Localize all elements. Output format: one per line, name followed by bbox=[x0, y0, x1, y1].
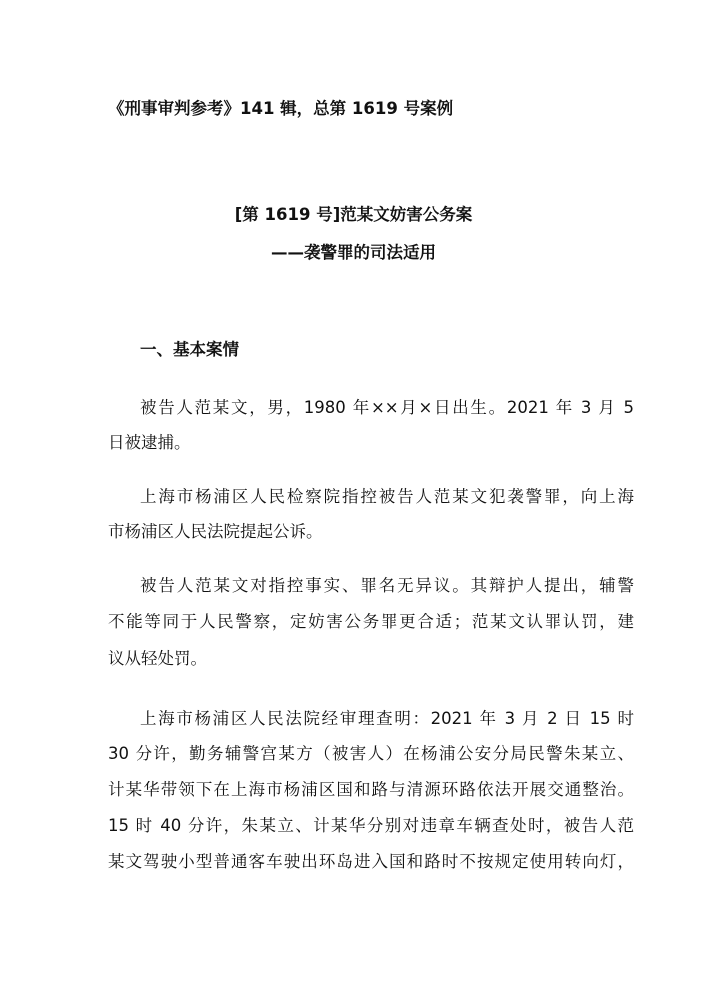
paragraph-line: 某文驾驶小型普通客车驶出环岛进入国和路时不按规定使用转向灯， bbox=[108, 852, 634, 871]
paragraph-line: 上海市杨浦区人民检察院指控被告人范某文犯袭警罪，向上海 bbox=[140, 487, 634, 506]
paragraph-line: 计某华带领下在上海市杨浦区国和路与清源环路依法开展交通整治。 bbox=[108, 780, 634, 799]
paragraph-line: 议从轻处罚。 bbox=[108, 649, 207, 668]
case-subtitle: ——袭警罪的司法适用 bbox=[271, 243, 436, 262]
paragraph-line: 被告人范某文对指控事实、罪名无异议。其辩护人提出，辅警 bbox=[140, 576, 634, 595]
paragraph-line: 被告人范某文，男，1980 年××月×日出生。2021 年 3 月 5 bbox=[140, 398, 634, 417]
paragraph-line: 不能等同于人民警察，定妨害公务罪更合适；范某文认罪认罚，建 bbox=[108, 612, 634, 631]
case-title: [第 1619 号]范某文妨害公务案 bbox=[234, 205, 473, 224]
section-heading: 一、基本案情 bbox=[140, 340, 239, 359]
paragraph-line: 30 分许，勤务辅警宫某方（被害人）在杨浦公安分局民警朱某立、 bbox=[108, 744, 634, 763]
document-source-heading: 《刑事审判参考》141 辑，总第 1619 号案例 bbox=[108, 99, 454, 118]
paragraph-line: 15 时 40 分许，朱某立、计某华分别对违章车辆查处时，被告人范 bbox=[108, 816, 634, 835]
paragraph-line: 市杨浦区人民法院提起公诉。 bbox=[108, 522, 323, 541]
paragraph-line: 日被逮捕。 bbox=[108, 433, 191, 452]
paragraph-line: 上海市杨浦区人民法院经审理查明：2021 年 3 月 2 日 15 时 bbox=[140, 709, 634, 728]
